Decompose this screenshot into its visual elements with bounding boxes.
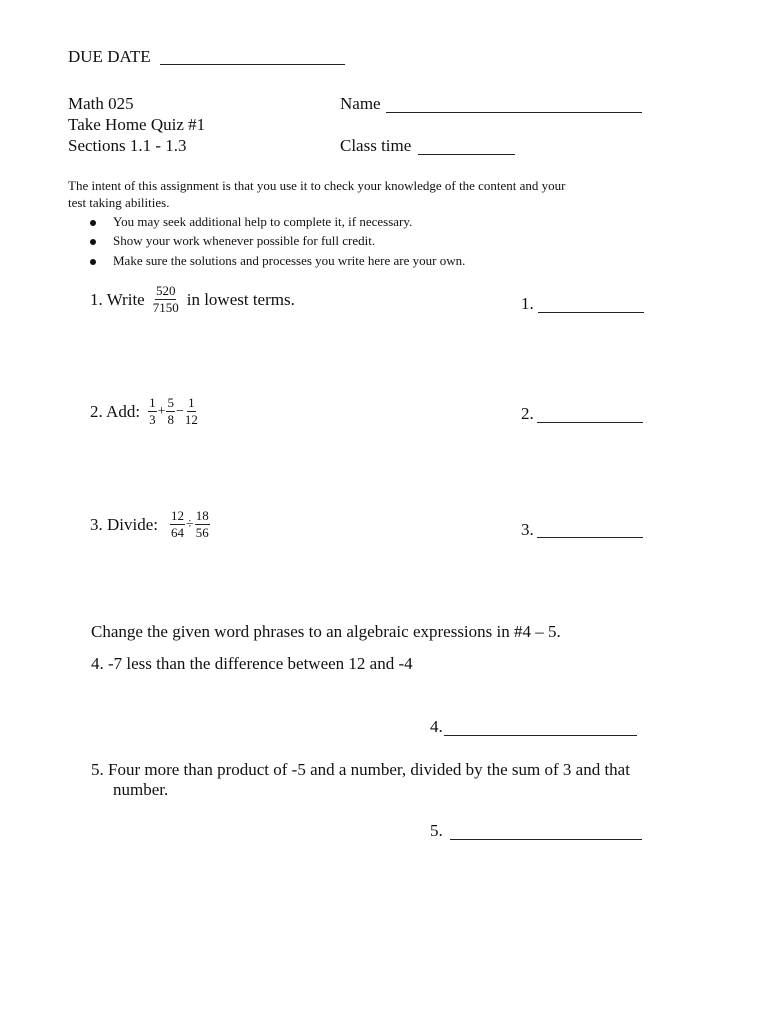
minus-operator: −: [175, 403, 184, 419]
q2-f2-denominator: 8: [167, 412, 174, 427]
q3-f2-numerator: 18: [195, 508, 209, 523]
q2-fraction-1: [148, 396, 157, 427]
q1-denominator: 7150: [152, 300, 179, 315]
bullet-dot: [90, 259, 96, 265]
q3-f1-numerator: 12: [171, 508, 184, 523]
sections-label: Sections 1.1 - 1.3: [68, 136, 187, 155]
q2-f1-denominator: 3: [149, 412, 156, 427]
plus-operator: +: [157, 403, 166, 419]
bullet-dot: [90, 220, 96, 226]
q1-fraction: [153, 284, 179, 315]
q3-fraction-2: [195, 509, 210, 540]
bullet-text-3: Make sure the solutions and processes you write here are your own.: [113, 253, 466, 268]
q3-answer-field[interactable]: [537, 537, 643, 538]
question-5-line-1: 5. Four more than product of -5 and a number, divided by the sum of 3 and that: [91, 760, 630, 779]
due-date-field[interactable]: [160, 64, 345, 65]
q1-numerator: 520: [155, 283, 176, 298]
q5-answer-field[interactable]: [450, 839, 642, 840]
q5-answer-label: 5.: [430, 821, 443, 840]
q2-fraction-2: [166, 396, 175, 427]
question-4: 4. -7 less than the difference between 12 and -4: [91, 654, 413, 673]
bullet-text-1: You may seek additional help to complete it, if necessary.: [113, 214, 413, 229]
q4-answer-field[interactable]: [444, 735, 637, 736]
question-3: [90, 509, 210, 540]
q2-f2-numerator: 5: [167, 395, 174, 410]
q1-answer-label: 1.: [521, 294, 534, 313]
name-label: Name: [340, 94, 381, 113]
intro-line-2: test taking abilities.: [68, 195, 170, 210]
quiz-title: Take Home Quiz #1: [68, 115, 206, 134]
instructions-text: Change the given word phrases to an algebraic expressions in #4 – 5.: [91, 622, 561, 641]
q2-prefix: 2. Add:: [90, 401, 141, 421]
q3-f2-denominator: 56: [195, 525, 209, 540]
q2-f3-denominator: 12: [184, 412, 198, 427]
q3-prefix: 3. Divide:: [90, 514, 158, 534]
q2-f3-numerator: 1: [188, 395, 195, 410]
class-time-label: Class time: [340, 136, 412, 155]
q2-fraction-3: [185, 396, 198, 427]
question-2: [90, 396, 198, 427]
class-time-field[interactable]: [418, 154, 515, 155]
q2-answer-label: 2.: [521, 404, 534, 423]
q1-answer-field[interactable]: [538, 312, 644, 313]
divide-operator: ÷: [186, 516, 194, 532]
due-date-label: DUE DATE: [68, 47, 151, 66]
question-1: [90, 284, 295, 315]
q3-fraction-1: [170, 509, 185, 540]
bullet-dot: [90, 239, 96, 245]
intro-line-1: The intent of this assignment is that you use it to check your knowledge of the content and your: [68, 178, 566, 193]
q1-prefix: 1. Write: [90, 289, 145, 309]
name-field[interactable]: [386, 112, 642, 113]
bullet-text-2: Show your work whenever possible for full credit.: [113, 233, 376, 248]
q1-suffix: in lowest terms.: [186, 289, 295, 309]
q4-answer-label: 4.: [430, 717, 443, 736]
q2-f1-numerator: 1: [149, 395, 156, 410]
q3-answer-label: 3.: [521, 520, 534, 539]
course-title: Math 025: [68, 94, 134, 113]
q3-f1-denominator: 64: [171, 525, 184, 540]
q2-answer-field[interactable]: [537, 422, 643, 423]
question-5-line-2: number.: [113, 780, 169, 799]
